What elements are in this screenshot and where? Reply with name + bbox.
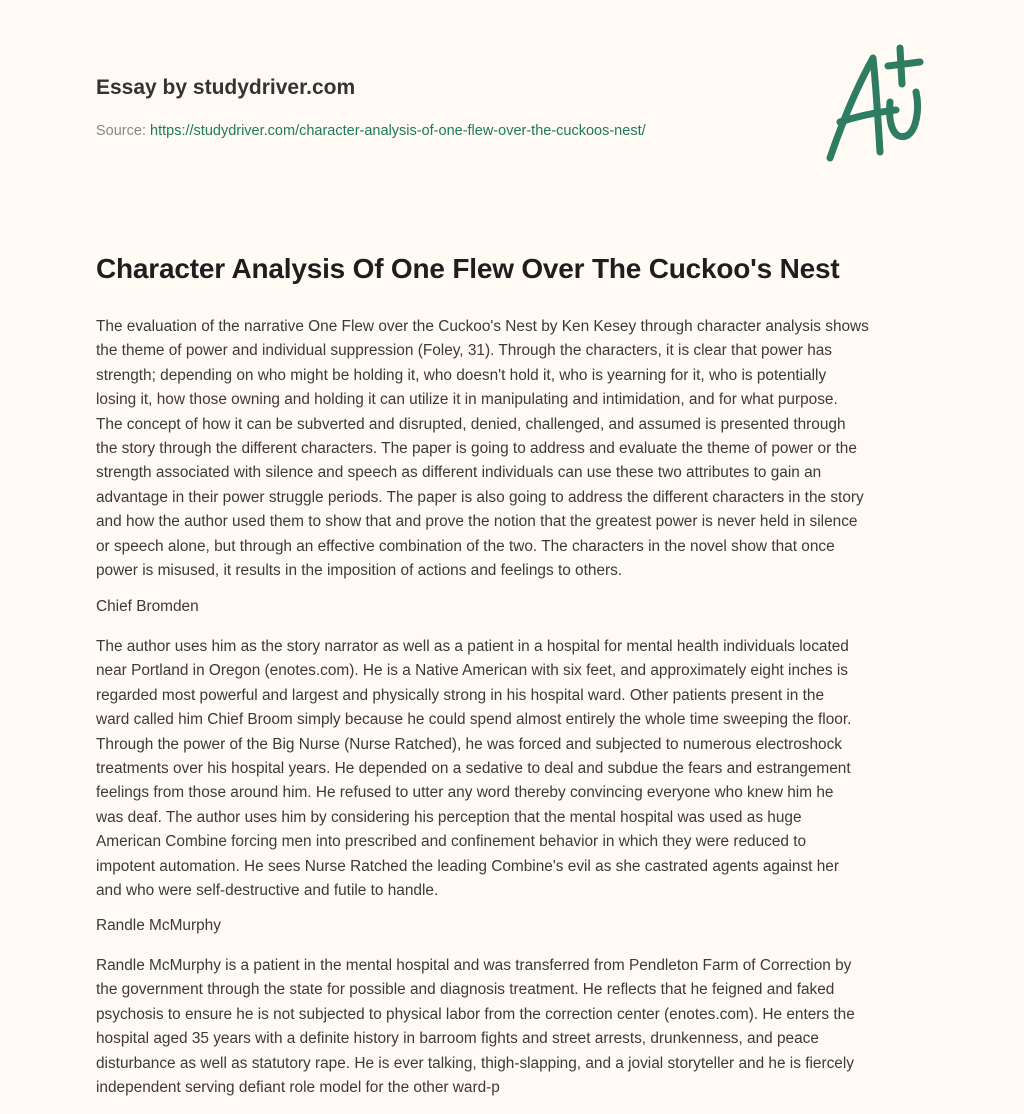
text-line: was deaf. The author uses him by considering his perception that the mental hospital was used as huge <box>96 808 802 826</box>
paragraph-intro <box>96 315 869 583</box>
text-line: The author uses him as the story narrator as well as a patient in a hospital for mental health individuals located <box>96 638 849 655</box>
section-heading-chief-bromden: Chief Bromden <box>96 598 199 615</box>
text-line: advantage in their power struggle periods. The paper is also going to address the different characters in the story <box>96 488 864 506</box>
text-line: psychosis to ensure he is not subjected to physical labor from the correction center (enotes.com). He enters the <box>96 1005 855 1023</box>
source-link[interactable]: https://studydriver.com/character-analysis-of-one-flew-over-the-cuckoos-nest/ <box>150 123 646 139</box>
text-line: power is misused, it results in the imposition of actions and feelings to others. <box>96 562 623 580</box>
text-line: hospital aged 35 years with a definite history in barroom fights and street arrests, drunkenness, and peace <box>96 1030 819 1048</box>
text-line: and who were self-destructive and futile to handle. <box>96 882 439 900</box>
text-line: or speech alone, but through an effective combination of the two. The characters in the novel show that once <box>96 537 835 555</box>
text-line: strength associated with silence and speech as different individuals can use these two attributes to gain an <box>96 464 822 482</box>
text-line: feelings from those around him. He refused to utter any word thereby convincing everyone who knew him he <box>96 784 834 802</box>
text-line: the theme of power and individual suppression (Foley, 31). Through the characters, it is clear that power has <box>96 342 833 360</box>
source-label: Source: <box>96 123 146 139</box>
paragraph-randle-mcmurphy <box>96 954 855 1100</box>
text-line: ward called him Chief Broom simply because he could spend almost entirely the whole time sweeping the floor. <box>96 711 852 729</box>
text-line: strength; depending on who might be holding it, who doesn't hold it, who is yearning for it, who is potentially <box>96 366 827 384</box>
essay-title: Character Analysis Of One Flew Over The Cuckoo's Nest <box>96 253 840 284</box>
text-line: the government through the state for possible and diagnosis treatment. He reflects that he feigned and faked <box>96 981 835 999</box>
text-line: regarded most powerful and largest and physically strong in his hospital ward. Other patients present in the <box>96 686 825 704</box>
text-line: American Combine forcing men into prescribed and confinement behavior in which they were reduced to <box>96 833 807 851</box>
text-line: the story through the different characters. The paper is going to address and evaluate the theme of power or the <box>96 440 857 458</box>
text-line: impotent automation. He sees Nurse Ratched the leading Combine's evil as she castrated agents against her <box>96 857 839 875</box>
section-heading-randle-mcmurphy: Randle McMurphy <box>96 917 221 934</box>
text-line: independent serving defiant role model for the other ward-p <box>96 1079 500 1097</box>
text-line: and how the author used them to show that and prove the notion that the greatest power is never held in silence <box>96 513 858 531</box>
source-line <box>96 123 646 139</box>
text-line: The concept of how it can be subverted and disrupted, denied, challenged, and assumed is presented through <box>96 415 846 433</box>
text-line: near Portland in Oregon (enotes.com). He is a Native American with six feet, and approximately eight inches is <box>96 662 848 680</box>
a-plus-logo-icon <box>818 40 928 165</box>
text-line: losing it, how those owning and holding it can utilize it in manipulating and intimidation, and for what purpose. <box>96 391 838 409</box>
text-line: disturbance as well as statutory rape. He is ever talking, thigh-slapping, and a jovial storyteller and he is fiercely <box>96 1054 854 1072</box>
text-line: Randle McMurphy is a patient in the mental hospital and was transferred from Pendleton Farm of Correction by <box>96 957 852 974</box>
text-line: The evaluation of the narrative One Flew over the Cuckoo's Nest by Ken Kesey through character analysis shows <box>96 318 869 335</box>
text-line: Through the power of the Big Nurse (Nurse Ratched), he was forced and subjected to numerous electroshock <box>96 735 842 753</box>
paragraph-chief-bromden <box>96 635 851 903</box>
text-line: treatments over his hospital years. He depended on a sedative to deal and subdue the fears and estrangement <box>96 760 851 778</box>
site-brand: Essay by studydriver.com <box>96 76 356 99</box>
